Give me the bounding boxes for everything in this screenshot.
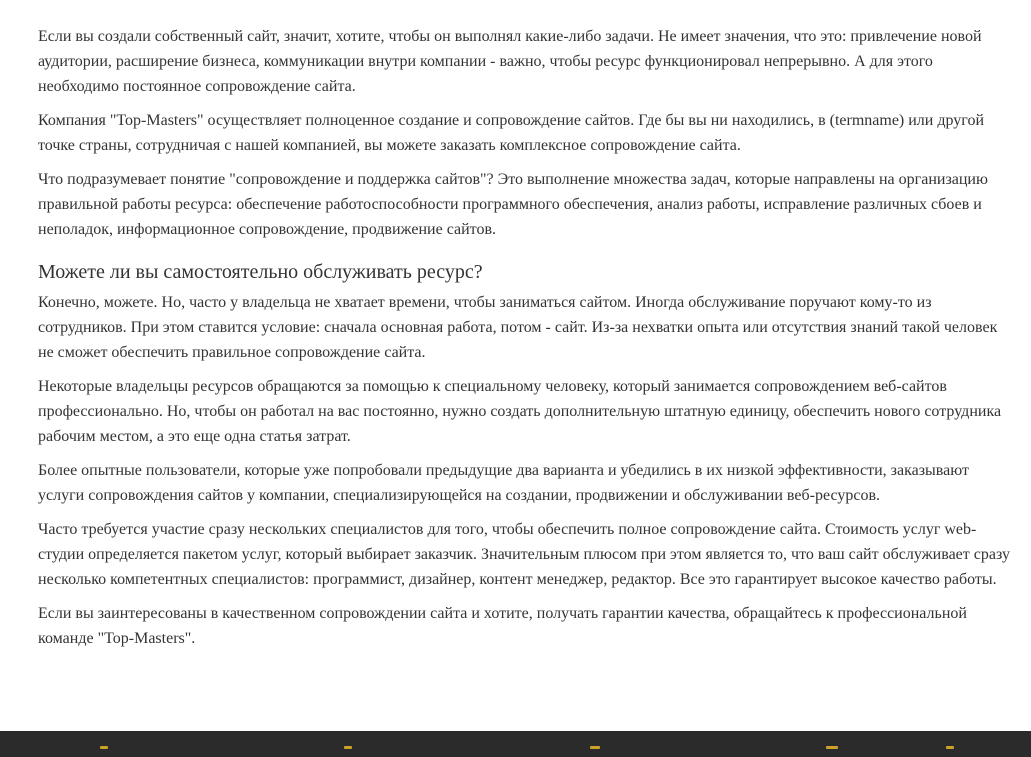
article-paragraph: Некоторые владельцы ресурсов обращаются за помощью к специальному человеку, который занимается сопровождением веб-сайтов профессионально. Но, чтобы он работал на вас постоянно, нужно создать дополнительную штатную единицу, обеспечить нового сотрудника рабочим местом, а это еще одна статья затрат. [38, 378, 1002, 445]
footer-link[interactable] [590, 746, 600, 749]
footer-link[interactable] [826, 746, 838, 749]
article-paragraph: Если вы заинтересованы в качественном сопровождении сайта и хотите, получать гарантии качества, обращайтесь к профессиональной команде "Top-Masters". [38, 605, 967, 647]
article-paragraph: Конечно, можете. Но, часто у владельца не хватает времени, чтобы заниматься сайтом. Иногда обслуживание поручают кому-то из сотрудников. При этом ставится условие: сначала основная работа, потом - сайт. Из-за нехватки опыта или отсутствия знаний такой человек не сможет обеспечить правильное сопровождение сайта. [38, 294, 998, 361]
section-heading: Можете ли вы самостоятельно обслуживать ресурс? [38, 261, 483, 283]
article-paragraph: Компания "Top-Masters" осуществляет полноценное создание и сопровождение сайтов. Где бы вы ни находились, в (termname) или другой точке страны, сотрудничая с нашей компанией, вы можете заказать комплексное сопровождение сайта. [38, 112, 985, 154]
footer-link[interactable] [344, 746, 352, 749]
footer-link[interactable] [100, 746, 108, 749]
footer [0, 731, 1031, 757]
article-paragraph: Часто требуется участие сразу нескольких специалистов для того, чтобы обеспечить полное сопровождение сайта. Стоимость услуг web-студии определяется пакетом услуг, который выбирает заказчик. Значительным плюсом при этом является то, что ваш сайт обслуживает сразу несколько компетентных специалистов: программист, дизайнер, контент менеджер, редактор. Все это гарантирует высокое качество работы. [38, 521, 1010, 588]
article-paragraph: Что подразумевает понятие "сопровождение и поддержка сайтов"? Это выполнение множества задач, которые направлены на организацию правильной работы ресурса: обеспечение работоспособности программного обеспечения, анализ работы, исправление различных сбоев и неполадок, информационное сопровождение, продвижение сайтов. [38, 171, 988, 238]
footer-link[interactable] [946, 746, 954, 749]
article-content [38, 24, 1016, 660]
article-paragraph: Более опытные пользователи, которые уже попробовали предыдущие два варианта и убедились в их низкой эффективности, заказывают услуги сопровождения сайтов у компании, специализирующейся на создании, продвижении и обслуживании веб-ресурсов. [38, 462, 969, 504]
article-paragraph: Если вы создали собственный сайт, значит, хотите, чтобы он выполнял какие-либо задачи. Не имеет значения, что это: привлечение новой аудитории, расширение бизнеса, коммуникации внутри компании - важно, чтобы ресурс функционировал непрерывно. А для этого необходимо постоянное сопровождение сайта. [38, 28, 982, 95]
